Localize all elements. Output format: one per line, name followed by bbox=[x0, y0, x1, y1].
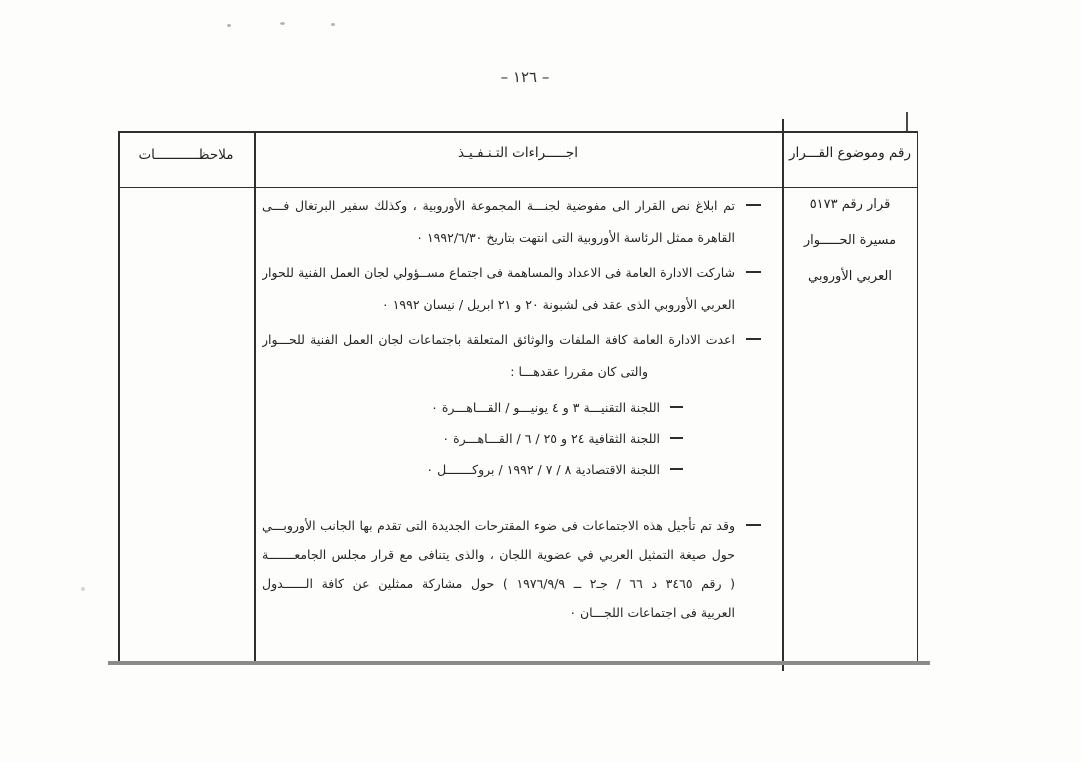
procedure-line: العربية فى اجتماعات اللجـــان ٠ bbox=[569, 605, 735, 620]
procedure-line: حول صيغة التمثيل العربي في عضوية اللجان ، والذى يتنافى مع قرار مجلس الجامعـــــــة bbox=[262, 547, 735, 562]
scan-speck bbox=[280, 22, 285, 25]
scan-speck bbox=[81, 587, 85, 591]
procedure-line: القاهرة ممثل الرئاسة الأوروبية التى انتهت بتاريخ ١٩٩٢/٦/٣٠ ٠ bbox=[416, 230, 735, 245]
decision-subject-line: مسيرة الحـــــوار bbox=[803, 233, 897, 248]
scan-artifact-tick bbox=[906, 112, 908, 132]
header-notes: ملاحظـــــــــــات bbox=[138, 147, 234, 163]
bullet-dash bbox=[746, 524, 761, 526]
committee-item: اللجنة الاقتصادية ٨ / ٧ / ١٩٩٢ / بروكـــــــل ٠ bbox=[426, 462, 660, 477]
notes-cell-empty bbox=[118, 187, 254, 662]
procedure-line: العربي الأوروبي الذى عقد فى لشبونة ٢٠ و ٢١ ابريل / نيسان ١٩٩٢ ٠ bbox=[381, 297, 735, 312]
committee-item: اللجنة الثقافية ٢٤ و ٢٥ / ٦ / القـــاهـــرة ٠ bbox=[442, 431, 660, 446]
procedure-line: تم ابلاغ نص القرار الى مفوضية لجنـــة المجموعة الأوروبية ، وكذلك سفير البرتغال فـــى bbox=[262, 198, 735, 213]
bullet-dash bbox=[746, 338, 761, 340]
procedure-line: وقد تم تأجيل هذه الاجتماعات فى ضوء المقترحات الجديدة التى تقدم بها الجانب الأوروبـــي bbox=[262, 518, 735, 533]
decision-subject-line: العربي الأوروبي bbox=[808, 269, 892, 284]
procedure-line: اعدت الادارة العامة كافة الملفات والوثائق المتعلقة باجتماعات لجان العمل الفنية للحـــوار bbox=[262, 332, 735, 347]
table-top-border bbox=[118, 131, 918, 133]
procedure-line: ( رقم ٣٤٦٥ د ٦٦ / جـ٢ ــ ١٩٧٦/٩/٩ ) حول مشاركة ممثلين عن كافة الــــــدول bbox=[262, 576, 735, 591]
procedure-line: شاركت الادارة العامة فى الاعداد والمساهمة فى اجتماع مســؤولي لجان العمل الفنية للحوار bbox=[262, 265, 735, 280]
scan-speck bbox=[331, 23, 335, 26]
bullet-dash bbox=[670, 468, 683, 470]
decision-number: قرار رقم ٥١٧٣ bbox=[809, 197, 891, 212]
bullet-dash bbox=[670, 406, 683, 408]
header-procedures: اجـــــراءات التـنـفـيـذ bbox=[458, 145, 578, 161]
bullet-dash bbox=[670, 437, 683, 439]
procedure-line: والتى كان مقررا عقدهـــا : bbox=[510, 364, 648, 379]
header-decision: رقم وموضوع القـــرار bbox=[788, 145, 912, 161]
scan-speck bbox=[227, 24, 231, 27]
committee-item: اللجنة التقنيـــة ٣ و ٤ يونيـــو / القـــاهـــرة ٠ bbox=[431, 400, 660, 415]
page-number: – ١٢٦ – bbox=[500, 68, 550, 86]
bullet-dash bbox=[746, 271, 761, 273]
bullet-dash bbox=[746, 204, 761, 206]
decisions-table bbox=[118, 131, 918, 663]
